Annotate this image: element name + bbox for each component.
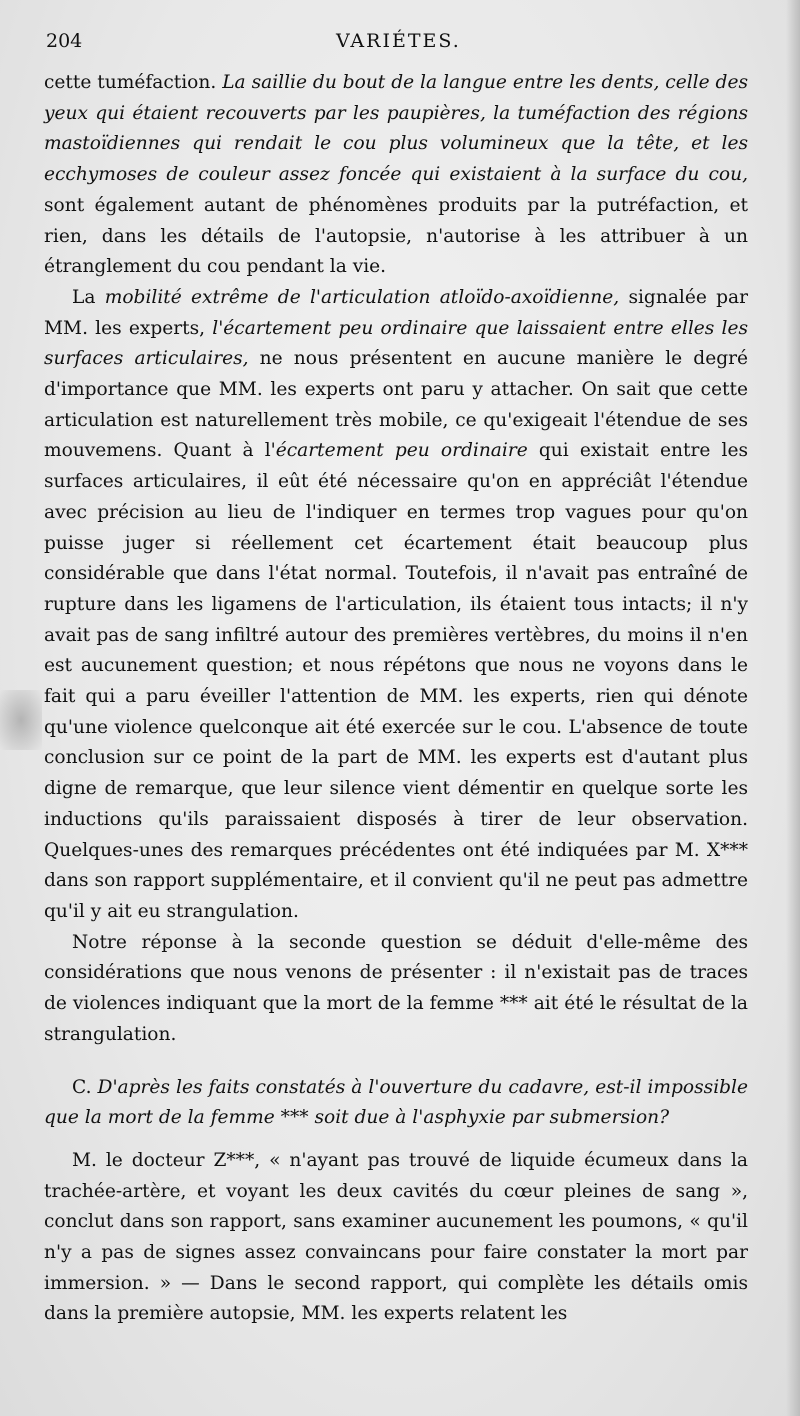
- paragraph: [44, 283, 748, 928]
- italic-text: D'après les faits constatés à l'ouverture du cadavre, est-il impossible que la mort de la femme *** soit due à l'asphyxie par submersion?: [44, 1076, 748, 1129]
- text-run: La: [72, 286, 105, 308]
- italic-text: écartement peu ordinaire: [275, 440, 528, 462]
- page-header: [46, 30, 748, 68]
- italic-text: La saillie du bout de la langue entre les dents, celle des yeux qui étaient recouverts par les paupières, la tuméfaction des régions mastoïdiennes qui rendait le cou plus volumineux que la tête, et les ecchymoses de couleur assez foncée qui existaient à la surface du cou,: [44, 72, 748, 186]
- paragraph: [44, 1146, 748, 1330]
- paragraph: [44, 1073, 748, 1134]
- text-run: cette tuméfaction.: [44, 72, 223, 93]
- text-run: signalée par MM. les experts,: [44, 286, 749, 339]
- page-number: 204: [46, 30, 83, 52]
- text-run: qui existait entre les surfaces articulaires, il eût été nécessaire qu'on en appréciât l'étendue avec précision au lieu de l'indiquer en termes trop vagues pour qu'on puisse juger si réellement cet écartement était beaucoup plus considérable que dans l'état normal. Toutefois, il n'avait pas entraîné de rupture dans les ligamens de l'articulation, ils étaient tous intacts; il n'y avait pas de sang infiltré autour des premières vertèbres, du moins il n'en est aucunement question; et nous répétons que nous ne voyons dans le fait qui a paru éveiller l'attention de MM. les experts, rien qui dénote qu'une violence quelconque ait été exercée sur le cou. L'absence de toute conclusion sur ce point de la part de MM. les experts est d'autant plus digne de remarque, que leur silence vient démentir en quelque sorte les inductions qu'ils paraissaient disposés à tirer de leur observation. Quelques-unes des remarques précédentes ont été indiquées par M. X*** dans son rapport supplémentaire, et il convient qu'il ne peut pas admettre qu'il y ait eu strangulation.: [44, 440, 748, 922]
- text-run: ne nous présentent en aucune manière le degré d'importance que MM. les experts ont paru y attacher. On sait que cette articulation est naturellement très mobile, ce qu'exigeait l'étendue de ses mouvemens. Quant à l': [44, 348, 748, 462]
- paragraph: [44, 928, 748, 1051]
- paragraph: [44, 68, 748, 283]
- text-run: sont également autant de phénomènes produits par la putréfaction, et rien, dans les détails de l'autopsie, n'autorise à les attribuer à un étranglement du cou pendant la vie.: [44, 194, 748, 278]
- text-run: M. le docteur Z***, « n'ayant pas trouvé de liquide écumeux dans la trachée-artère, et voyant les deux cavités du cœur pleines de sang », conclut dans son rapport, sans examiner aucunement les poumons, « qu'il n'y a pas de signes assez convaincans pour faire constater la mort par immersion. » — Dans le second rapport, qui complète les détails omis dans la première autopsie, MM. les experts relatent les: [44, 1149, 748, 1325]
- italic-text: l'écartement peu ordinaire que laissaient entre elles les surfaces articulaires,: [44, 317, 748, 370]
- paper-stain: [0, 690, 42, 750]
- body-text: [44, 68, 748, 1330]
- italic-text: mobilité extrême de l'articulation atloïdo-axoïdienne,: [104, 286, 620, 308]
- page-edge-shadow: [786, 0, 800, 1416]
- text-run: C.: [72, 1076, 98, 1098]
- text-run: Notre réponse à la seconde question se déduit d'elle-même des considérations que nous venons de présenter : il n'existait pas de traces de violences indiquant que la mort de la femme *** ait été le résultat de la strangulation.: [44, 931, 748, 1045]
- running-title: VARIÉTES.: [336, 30, 461, 52]
